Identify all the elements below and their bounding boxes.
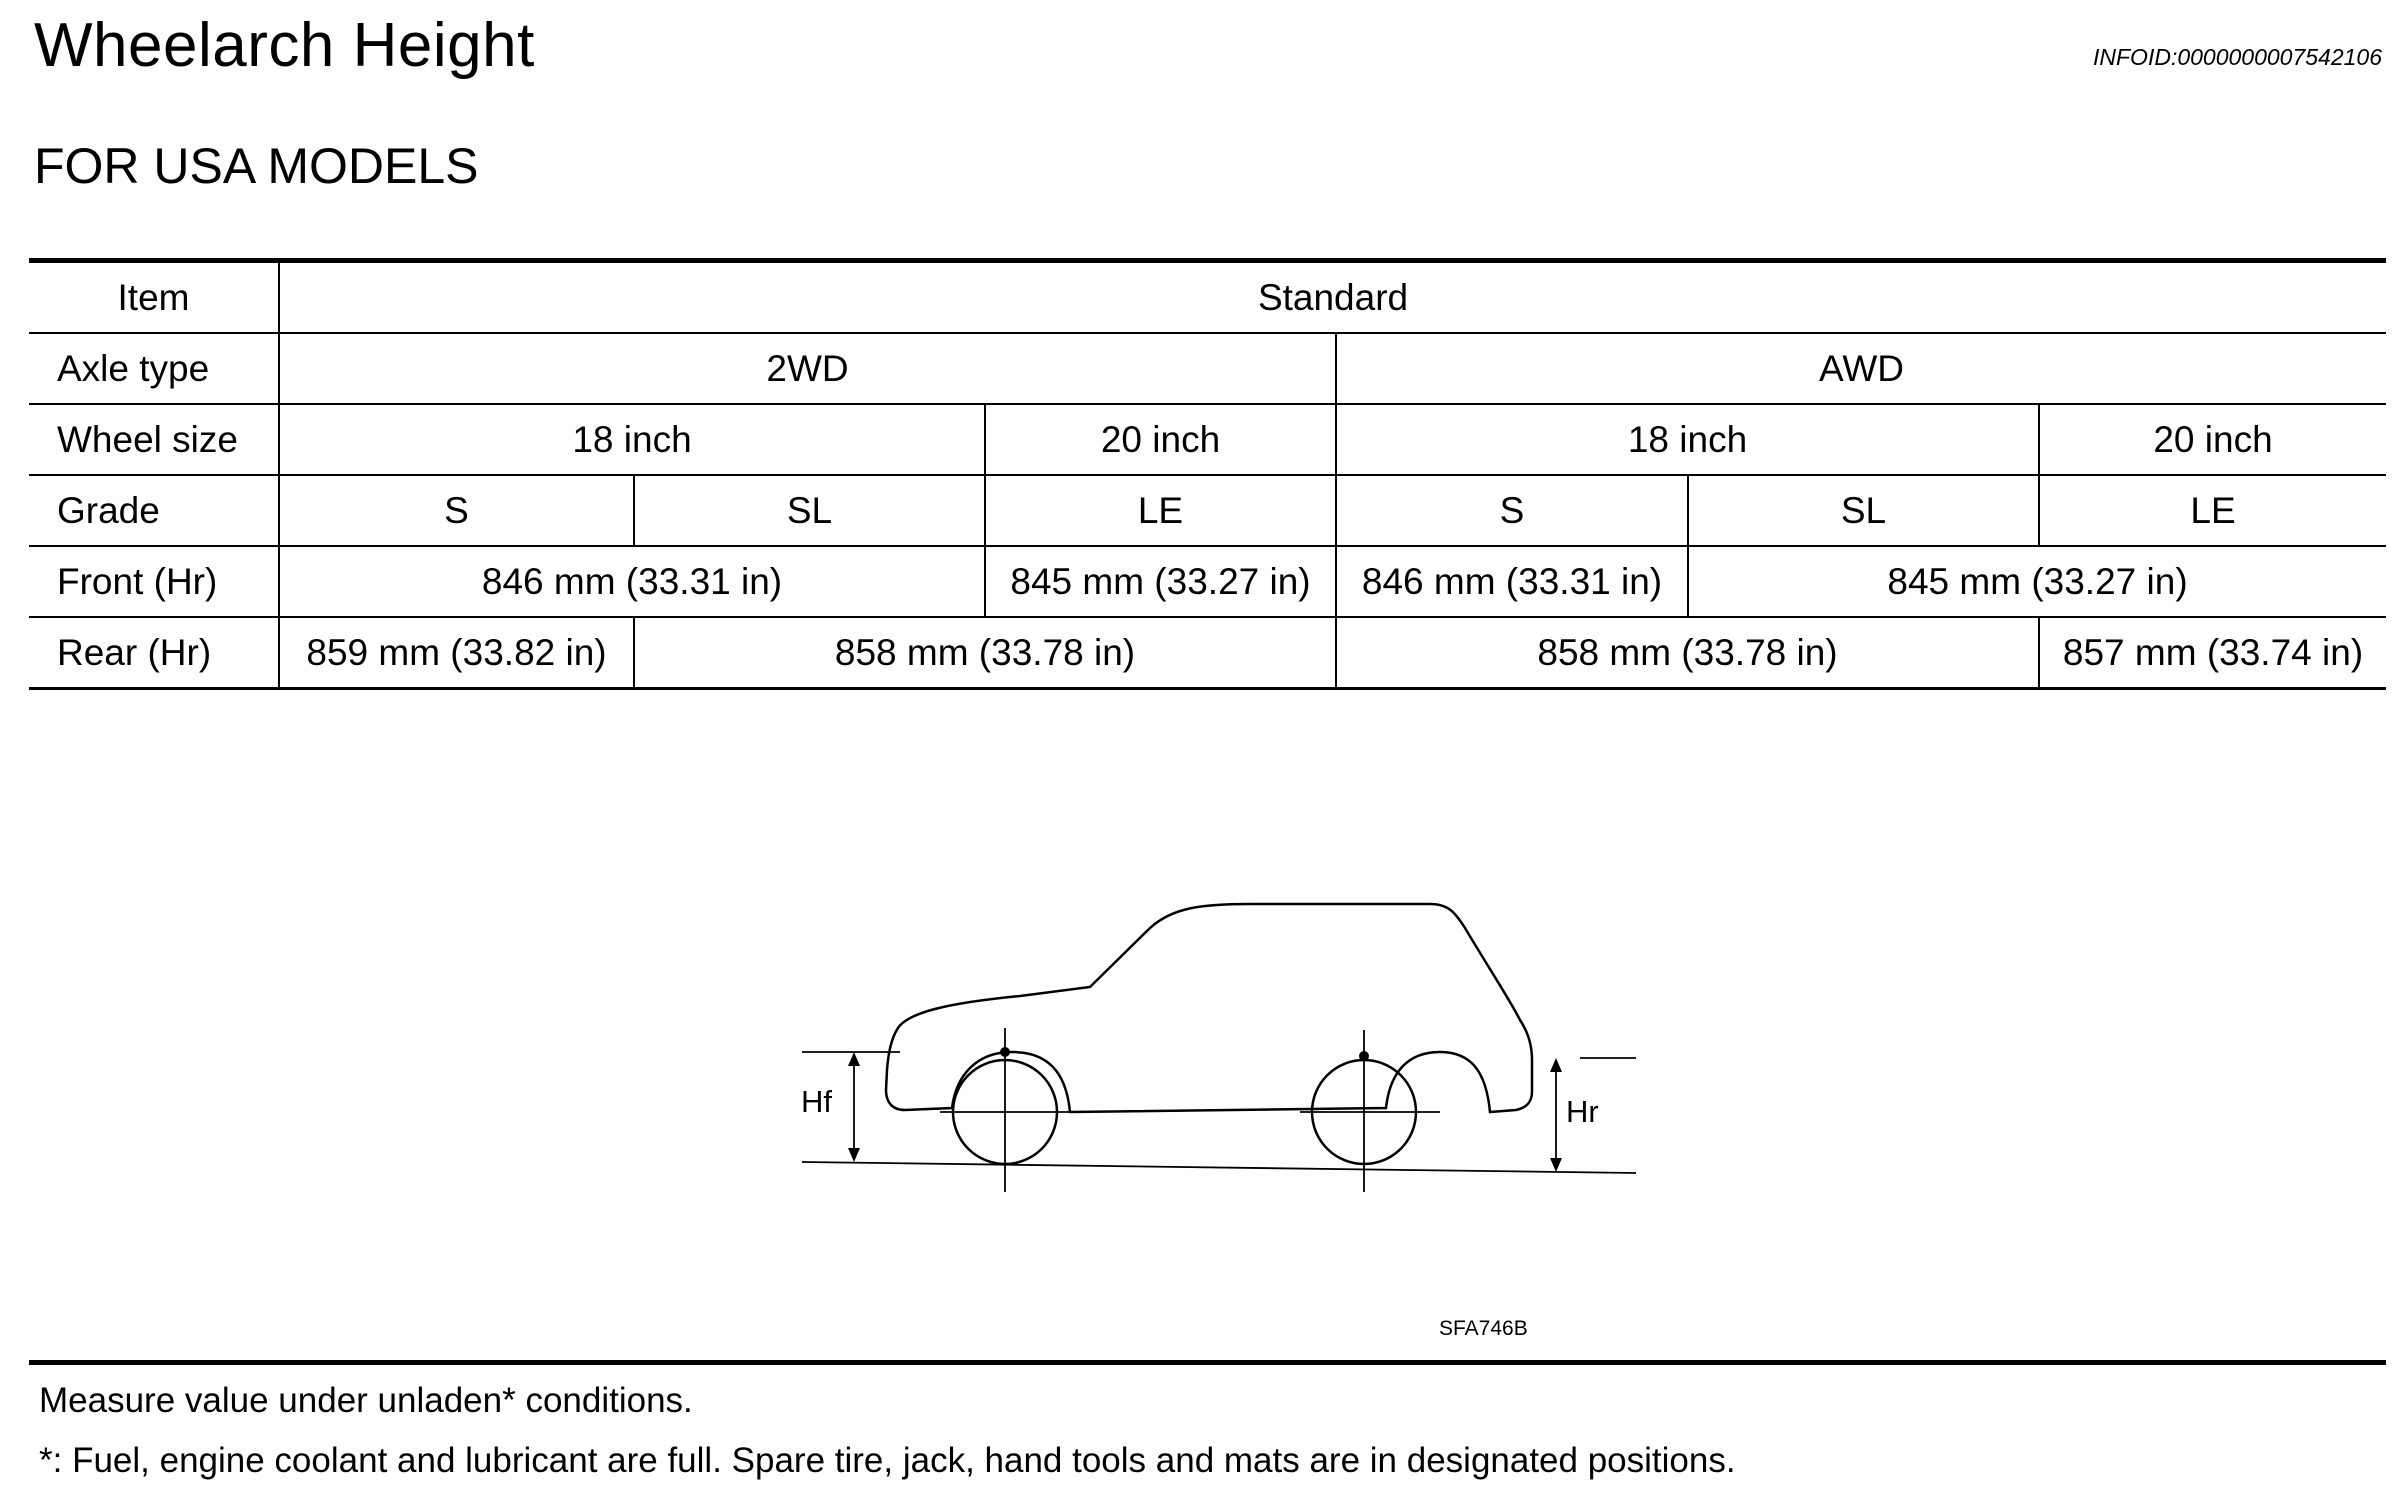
vehicle-body — [886, 904, 1532, 1142]
rear-awd-20: 857 mm (33.74 in) — [2039, 617, 2386, 689]
grade-2wd-sl: SL — [634, 475, 985, 546]
rear-2wd-sl-le: 858 mm (33.78 in) — [634, 617, 1336, 689]
axle-awd: AWD — [1336, 333, 2386, 404]
page-title: Wheelarch Height — [34, 11, 535, 80]
rear-measure-point — [1359, 1051, 1369, 1061]
rear-2wd-s: 859 mm (33.82 in) — [279, 617, 634, 689]
wheel-awd-20: 20 inch — [2039, 404, 2386, 475]
grade-2wd-le: LE — [985, 475, 1336, 546]
hf-arrow-head-top — [848, 1052, 860, 1066]
table-row-rear — [29, 617, 2386, 689]
grade-awd-sl: SL — [1688, 475, 2039, 546]
row-label-wheel-size: Wheel size — [29, 404, 279, 475]
wheel-2wd-18: 18 inch — [279, 404, 985, 475]
vehicle-height-diagram — [780, 880, 1680, 1220]
ground-line — [802, 1162, 1636, 1173]
hf-label: Hf — [801, 1084, 832, 1119]
front-measure-point — [1000, 1047, 1010, 1057]
figure-code: SFA746B — [1439, 1317, 1528, 1340]
footer-divider — [29, 1360, 2386, 1365]
info-id: INFOID:0000000007542106 — [2093, 44, 2382, 70]
row-label-rear: Rear (Hr) — [29, 617, 279, 689]
section-subtitle: FOR USA MODELS — [34, 138, 479, 194]
header-standard: Standard — [279, 261, 2386, 334]
hr-arrow-head-top — [1550, 1058, 1562, 1072]
wheelarch-height-table — [29, 258, 2386, 690]
wheel-awd-18: 18 inch — [1336, 404, 2039, 475]
grade-2wd-s: S — [279, 475, 634, 546]
table-row-front — [29, 546, 2386, 617]
wheel-2wd-20: 20 inch — [985, 404, 1336, 475]
table-row-item — [29, 261, 2386, 334]
axle-2wd: 2WD — [279, 333, 1336, 404]
hr-arrow-head-bottom — [1550, 1158, 1562, 1172]
hf-arrow-head-bottom — [848, 1148, 860, 1162]
row-label-grade: Grade — [29, 475, 279, 546]
hr-label: Hr — [1566, 1094, 1599, 1129]
grade-awd-le: LE — [2039, 475, 2386, 546]
row-label-axle-type: Axle type — [29, 333, 279, 404]
front-2wd-18: 846 mm (33.31 in) — [279, 546, 985, 617]
note-unladen-definition: *: Fuel, engine coolant and lubricant are full. Spare tire, jack, hand tools and mats are in designated positions. — [39, 1441, 1736, 1480]
rear-awd-18: 858 mm (33.78 in) — [1336, 617, 2039, 689]
header-item: Item — [117, 276, 190, 318]
row-label-front: Front (Hr) — [29, 546, 279, 617]
note-measure-conditions: Measure value under unladen* conditions. — [39, 1381, 693, 1420]
table-row-axle-type — [29, 333, 2386, 404]
table-row-wheel-size — [29, 404, 2386, 475]
front-awd-sl-le: 845 mm (33.27 in) — [1688, 546, 2386, 617]
grade-awd-s: S — [1336, 475, 1688, 546]
table-row-grade — [29, 475, 2386, 546]
front-2wd-le: 845 mm (33.27 in) — [985, 546, 1336, 617]
front-awd-s: 846 mm (33.31 in) — [1336, 546, 1688, 617]
